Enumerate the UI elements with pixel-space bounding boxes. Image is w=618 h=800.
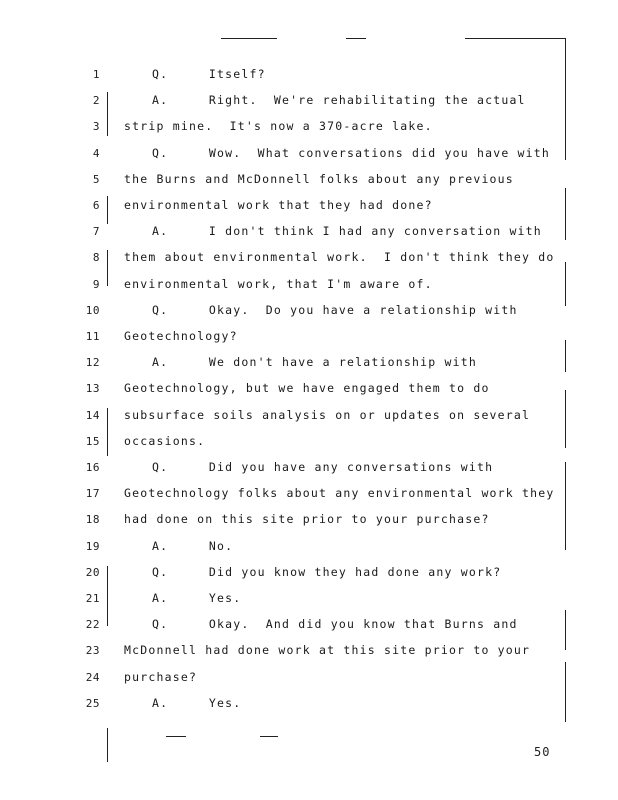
right-border-d [565,390,566,448]
line-text: A. I don't think I had any conversation with [152,224,542,238]
bottom-rule-mid [260,736,278,737]
line-text: Q. Okay. Do you have a relationship with [152,303,518,317]
right-border-top [565,38,566,160]
right-border-g [565,662,566,722]
line-text: McDonnell had done work at this site prior to your [124,643,531,657]
line-number: 17 [85,487,100,500]
line-text: Geotechnology, but we have engaged them to do [124,381,490,395]
line-number: 5 [92,173,100,186]
line-number: 9 [92,278,100,291]
line-number: 23 [85,644,100,657]
left-border-c [107,250,108,286]
line-text: environmental work, that I'm aware of. [124,277,433,291]
line-number: 18 [85,513,100,526]
line-text: Q. Did you have any conversations with [152,460,494,474]
line-number: 10 [85,304,100,317]
line-text: environmental work that they had done? [124,198,433,212]
right-border-a [565,188,566,240]
line-number: 20 [85,566,100,579]
left-border-e [107,566,108,626]
line-number: 21 [85,592,100,605]
line-text: strip mine. It's now a 370-acre lake. [124,119,433,133]
left-border-d [107,408,108,456]
line-number: 22 [85,618,100,631]
left-border-a [107,92,108,136]
line-number: 4 [92,147,100,160]
top-rule-right [465,38,565,39]
line-text: Geotechnology folks about any environmental work they [124,486,555,500]
right-border-c [565,340,566,372]
line-number: 25 [85,697,100,710]
line-number: 13 [85,382,100,395]
line-number: 14 [85,409,100,422]
line-number: 6 [92,199,100,212]
line-text: occasions. [124,434,206,448]
right-border-f [565,610,566,650]
line-number: 3 [92,120,100,133]
top-rule-mid [346,38,366,39]
line-text: purchase? [124,670,198,684]
line-text: A. We don't have a relationship with [152,355,477,369]
left-border-b [107,196,108,224]
line-text: A. Yes. [152,591,242,605]
line-text: Q. Wow. What conversations did you have with [152,146,551,160]
line-text: Q. Itself? [152,67,266,81]
line-text: subsurface soils analysis on or updates on several [124,408,531,422]
right-border-e [565,462,566,550]
line-text: had done on this site prior to your purchase? [124,512,490,526]
line-number: 19 [85,540,100,553]
line-text: A. No. [152,539,234,553]
line-number: 12 [85,356,100,369]
line-number: 24 [85,671,100,684]
line-text: A. Right. We're rehabilitating the actual [152,93,526,107]
line-text: the Burns and McDonnell folks about any previous [124,172,514,186]
line-text: A. Yes. [152,696,242,710]
top-rule-left [221,38,277,39]
line-number: 2 [92,94,100,107]
bottom-rule-left [166,736,186,737]
line-text: Q. Okay. And did you know that Burns and [152,617,518,631]
line-text: Geotechnology? [124,329,238,343]
line-number: 1 [92,68,100,81]
right-border-b [565,262,566,306]
line-text: Q. Did you know they had done any work? [152,565,502,579]
line-number: 16 [85,461,100,474]
line-number: 7 [92,225,100,238]
line-number: 8 [92,251,100,264]
line-number: 15 [85,435,100,448]
left-border-f [107,728,108,762]
line-text: them about environmental work. I don't think they do [124,250,555,264]
page-number: 50 [534,745,551,759]
line-number: 11 [85,330,100,343]
